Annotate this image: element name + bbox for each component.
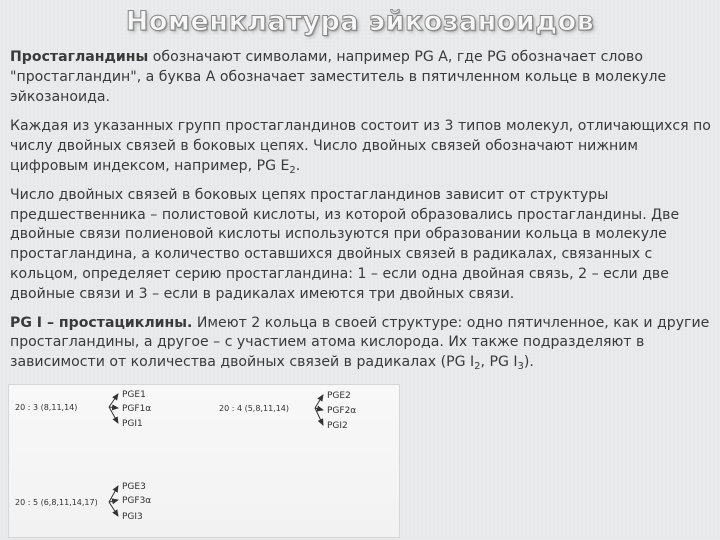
prostaglandin-label: PGF2α xyxy=(327,406,357,416)
prostaglandin-label: PGE3 xyxy=(122,482,146,492)
conversion-arrow xyxy=(315,408,323,425)
conversion-arrow xyxy=(109,502,118,516)
slide-title: Номенклатура эйкозаноидов xyxy=(125,6,595,37)
paragraph-double-bonds xyxy=(10,186,712,305)
paragraph-groups xyxy=(10,117,712,176)
paragraph-end: . xyxy=(295,157,301,174)
term-prostaglandins: Простагландины xyxy=(10,49,149,65)
paragraph-text: Каждая из указанных групп простагландинов состоит из 3 типов молекул, отличающихся по числу двойных связей в боковых цепях. Число двойных связей обозначают нижним цифровым индексом, например, PG E xyxy=(10,118,711,174)
prostaglandin-label: PGI3 xyxy=(122,512,143,522)
prostaglandin-label: PGE2 xyxy=(327,391,351,401)
paragraph-text: обозначают символами, например PG A, где PG обозначает слово "простагландин", а буква А обозначает заместитель в пятичленном кольце в молекуле эйкозаноида. xyxy=(10,49,667,105)
paragraph-prostaglandins xyxy=(10,48,712,107)
conversion-arrow xyxy=(109,407,118,423)
subscript: 2 xyxy=(474,361,481,373)
subscript: 3 xyxy=(517,361,524,373)
paragraph-mid: , PG I xyxy=(480,354,518,371)
precursor-acid-label: 20 : 3 (8,11,14) xyxy=(15,403,78,412)
conversion-arrow xyxy=(109,486,118,502)
conversion-arrow xyxy=(109,394,118,407)
slide-body xyxy=(10,48,712,383)
term-prostacyclins: PG I – простациклины. xyxy=(10,314,193,331)
paragraph-prostacyclins xyxy=(10,314,712,373)
prostaglandin-label: PGI2 xyxy=(327,421,348,431)
conversion-arrow xyxy=(109,407,118,408)
prostaglandin-label: PGF3α xyxy=(122,496,152,506)
conversion-arrow xyxy=(315,395,323,408)
paragraph-end: ). xyxy=(523,354,534,371)
prostaglandin-label: PGI1 xyxy=(122,419,143,429)
prostaglandin-label: PGF1α xyxy=(122,404,152,414)
precursor-acid-label: 20 : 5 (6,8,11,14,17) xyxy=(15,498,98,507)
paragraph-text: Число двойных связей в боковых цепях простагландинов зависит от структуры предшественника – полистовой кислоты, из которой образовались простагландины. Две двойные связи полиеновой кислоты используются при образовании кольца в молекуле простагландина, а количество оставшихся двойных связей в радикалах, связанных с кольцом, определяет серию простагландина: 1 – если одна двойная связь, 2 – если две двойные связи и 3 – если в радикалах имеются три двойных связи. xyxy=(10,186,680,302)
prostaglandin-label: PGE1 xyxy=(122,390,146,400)
subscript: 2 xyxy=(289,164,296,176)
prostaglandin-scheme xyxy=(8,384,400,538)
scheme-diagram xyxy=(9,385,399,537)
precursor-acid-label: 20 : 4 (5,8,11,14) xyxy=(219,404,290,413)
paragraph-text: Имеют 2 кольца в своей структуре: одно пятичленное, как и другие простагландины, а другое – с участием атома кислорода. Их также подразделяют в зависимости от количества двойных связей в радикалах (PG I xyxy=(10,314,710,371)
